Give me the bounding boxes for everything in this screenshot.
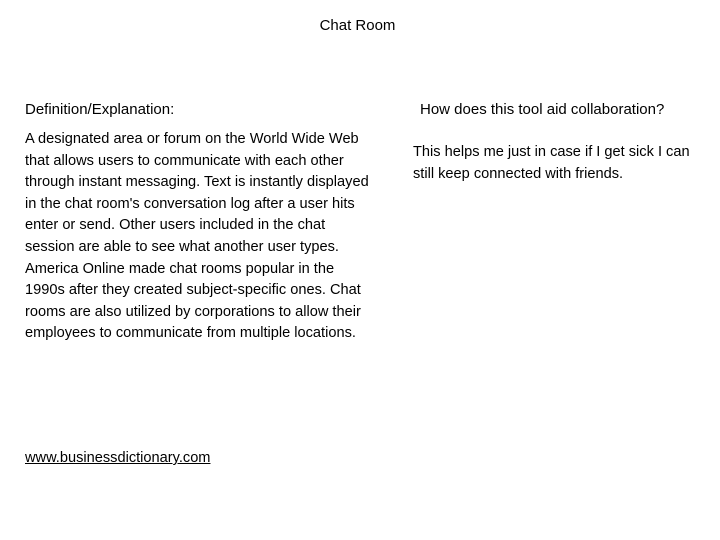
definition-text: A designated area or forum on the World Wide Web that allows users to communicate with each other through instant messaging. Text is instantly displayed in the chat room's conversation log after a user hits enter or send. Other users included in the chat session are able to see what another user types. America Online made chat rooms popular in the 1990s after they created subject-specific ones. Chat rooms are also utilized by corporations to allow their employees to communicate from multiple locations. — [25, 131, 369, 342]
definition-heading: Definition/Explanation: — [25, 101, 175, 118]
collaboration-text: This helps me just in case if I get sick I can still keep connected with friends. — [413, 144, 690, 182]
source-link[interactable]: www.businessdictionary.com — [25, 450, 211, 466]
collaboration-heading: How does this tool aid collaboration? — [420, 101, 665, 118]
slide-title: Chat Room — [319, 17, 396, 34]
